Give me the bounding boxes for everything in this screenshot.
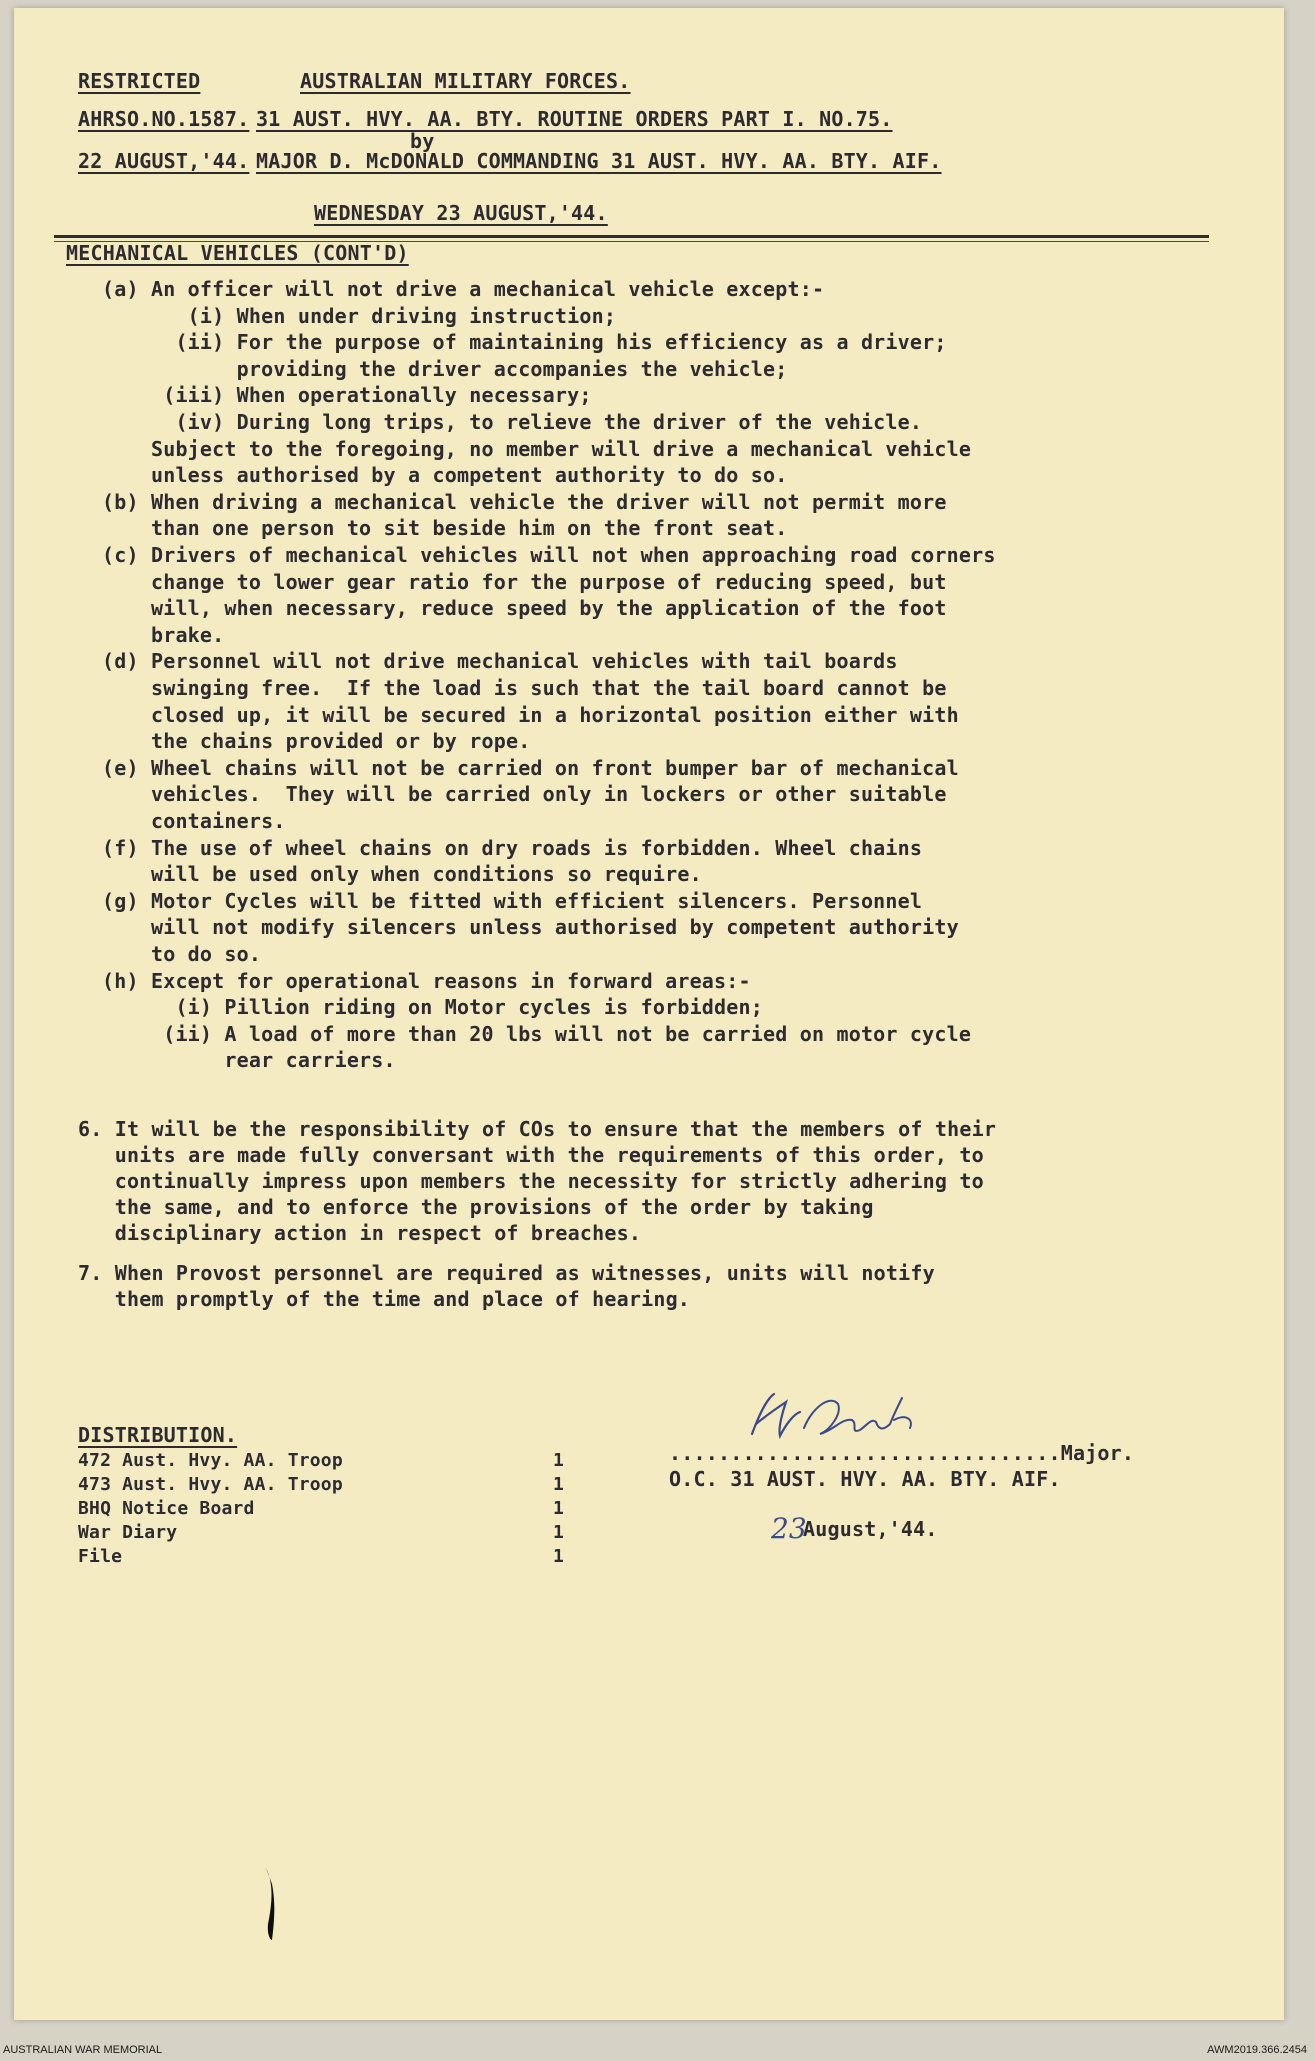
clause-line: change to lower gear ratio for the purpose of reducing speed, but: [102, 569, 947, 594]
paragraph-line: them promptly of the time and place of hearing.: [78, 1287, 691, 1311]
archive-id: AWM2019.366.2454: [1207, 2044, 1307, 2056]
paragraph-line: continually impress upon members the necessity for strictly adhering to: [78, 1169, 984, 1193]
clause-line: will be used only when conditions so require.: [102, 862, 702, 887]
clause-line: (i) When under driving instruction;: [102, 303, 617, 328]
clause-line: the chains provided or by rope.: [102, 729, 531, 754]
clause-line: (a) An officer will not drive a mechanical vehicle except:-: [102, 277, 825, 301]
distribution-copies: 1: [553, 1498, 565, 1519]
by-label: by: [410, 129, 435, 153]
classification-label: RESTRICTED: [78, 69, 201, 93]
signature-line: ................................Major.: [669, 1441, 1135, 1465]
paragraph-line: 6. It will be the responsibility of COs to ensure that the members of their: [78, 1117, 997, 1141]
signatory-title: O.C. 31 AUST. HVY. AA. BTY. AIF.: [669, 1467, 1061, 1491]
distribution-recipient: 472 Aust. Hvy. AA. Troop: [78, 1450, 343, 1471]
paragraph-line: 7. When Provost personnel are required as witnesses, units will notify: [78, 1261, 935, 1285]
clause-line: (h) Except for operational reasons in forward areas:-: [102, 968, 751, 993]
orders-title: 31 AUST. HVY. AA. BTY. ROUTINE ORDERS PART I. NO.75.: [256, 107, 893, 131]
clause-line: (e) Wheel chains will not be carried on front bumper bar of mechanical: [102, 755, 959, 780]
distribution-recipient: File: [78, 1546, 123, 1567]
clause-line: (ii) A load of more than 20 lbs will not be carried on motor cycle: [102, 1021, 972, 1046]
organisation-title: AUSTRALIAN MILITARY FORCES.: [300, 69, 631, 93]
clause-line: swinging free. If the load is such that the tail board cannot be: [102, 676, 947, 700]
paragraph-line: units are made fully conversant with the requirements of this order, to: [78, 1143, 984, 1167]
clause-line: (b) When driving a mechanical vehicle the driver will not permit more: [102, 489, 947, 514]
clause-line: will, when necessary, reduce speed by the application of the foot: [102, 596, 947, 621]
clause-line: vehicles. They will be carried only in lockers or other suitable: [102, 782, 947, 807]
distribution-copies: 1: [553, 1474, 565, 1495]
clause-line: (i) Pillion riding on Motor cycles is forbidden;: [102, 995, 764, 1020]
clause-line: (ii) For the purpose of maintaining his efficiency as a driver;: [102, 330, 947, 355]
clause-line: (f) The use of wheel chains on dry roads is forbidden. Wheel chains: [102, 835, 923, 860]
clause-line: unless authorised by a competent authority to do so.: [102, 463, 788, 488]
commander-line: MAJOR D. McDONALD COMMANDING 31 AUST. HVY. AA. BTY. AIF.: [256, 149, 942, 173]
typed-date: August,'44.: [803, 1517, 938, 1541]
header-divider: [54, 235, 1209, 238]
distribution-recipient: BHQ Notice Board: [78, 1498, 255, 1519]
distribution-recipient: 473 Aust. Hvy. AA. Troop: [78, 1474, 343, 1495]
distribution-heading: DISTRIBUTION.: [78, 1423, 238, 1447]
clause-line: Subject to the foregoing, no member will drive a mechanical vehicle: [102, 436, 972, 461]
paragraph-line: disciplinary action in respect of breaches.: [78, 1221, 642, 1245]
distribution-copies: 1: [553, 1522, 565, 1543]
distribution-copies: 1: [553, 1450, 565, 1471]
distribution-recipient: War Diary: [78, 1522, 178, 1543]
clause-line: (c) Drivers of mechanical vehicles will not when approaching road corners: [102, 543, 996, 567]
handwritten-day: 23: [771, 1512, 807, 1545]
clause-line: (iii) When operationally necessary;: [102, 383, 592, 408]
day-heading: WEDNESDAY 23 AUGUST,'44.: [314, 201, 608, 225]
clause-line: containers.: [102, 809, 286, 833]
clause-line: than one person to sit beside him on the front seat.: [102, 516, 788, 541]
clause-line: closed up, it will be secured in a horizontal position either with: [102, 702, 959, 727]
clause-line: brake.: [102, 622, 225, 647]
clause-line: (iv) During long trips, to relieve the driver of the vehicle.: [102, 410, 923, 434]
section-heading: MECHANICAL VEHICLES (CONT'D): [66, 241, 409, 265]
document-page: [14, 8, 1284, 2020]
paragraph-line: the same, and to enforce the provisions of the order by taking: [78, 1195, 874, 1219]
clause-line: will not modify silencers unless authorised by competent authority: [102, 915, 959, 940]
issue-date: 22 AUGUST,'44.: [78, 149, 250, 173]
clause-line: (g) Motor Cycles will be fitted with efficient silencers. Personnel: [102, 888, 923, 913]
ink-mark-icon: [260, 1864, 280, 1944]
clause-line: rear carriers.: [102, 1048, 396, 1073]
reference-number: AHRSO.NO.1587.: [78, 107, 250, 131]
clause-line: (d) Personnel will not drive mechanical vehicles with tail boards: [102, 649, 898, 674]
clause-line: providing the driver accompanies the vehicle;: [102, 356, 788, 381]
archive-credit: AUSTRALIAN WAR MEMORIAL: [3, 2044, 163, 2056]
clause-line: to do so.: [102, 942, 262, 966]
distribution-copies: 1: [553, 1546, 565, 1567]
